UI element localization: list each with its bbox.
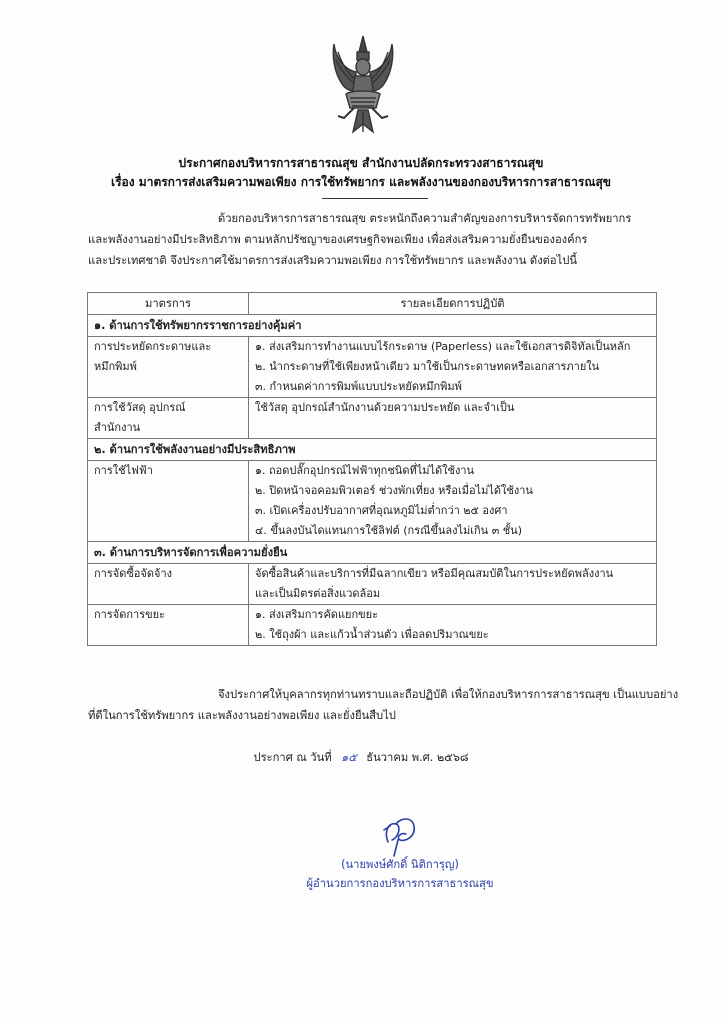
announcement-issuer: ประกาศกองบริหารการสาธารณสุข สำนักงานปลัดกระทรวงสาธารณสุข: [178, 156, 544, 170]
intro-line: และประเทศชาติ จึงประกาศใช้มาตรการส่งเสริมความพอเพียง การใช้ทรัพยากร และพลังงาน ดังต่อไปนี้: [88, 254, 578, 267]
intro-line: ด้วยกองบริหารการสาธารณสุข ตระหนักถึงความสำคัญของการบริหารจัดการทรัพยากร: [218, 212, 632, 225]
closing-line: จึงประกาศให้บุคลากรทุกท่านทราบและถือปฏิบัติ เพื่อให้กองบริหารการสาธารณสุข เป็นแบบอย่าง: [218, 688, 679, 701]
measure-cell: [88, 398, 249, 439]
details-cell: [249, 398, 657, 439]
garuda-emblem-icon: [328, 32, 398, 142]
measure-text: การใช้ไฟฟ้า: [94, 464, 153, 477]
table-row: [88, 398, 657, 439]
detail-item: จัดซื้อสินค้าและบริการที่มีฉลากเขียว หรือมีคุณสมบัติในการประหยัดพลังงาน: [255, 567, 614, 580]
detail-item: ใช้วัสดุ อุปกรณ์สำนักงานด้วยความประหยัด และจำเป็น: [255, 401, 515, 414]
signatory-position: ผู้อำนวยการกองบริหารการสาธารณสุข: [306, 877, 494, 890]
signatory-name: (นายพงษ์ศักดิ์ นิติการุญ): [341, 858, 459, 871]
table-row: [88, 461, 657, 542]
announcement-date: [0, 748, 722, 768]
section-row: [88, 542, 657, 564]
signature-icon: [378, 812, 422, 858]
detail-item: ๔. ขึ้นลงบันไดแทนการใช้ลิฟต์ (กรณีขึ้นลงไม่เกิน ๓ ชั้น): [255, 524, 522, 537]
measure-text: การใช้วัสดุ อุปกรณ์: [94, 401, 186, 414]
table-row: [88, 564, 657, 605]
detail-item: ๒. ปิดหน้าจอคอมพิวเตอร์ ช่วงพักเที่ยง หรือเมื่อไม่ได้ใช้งาน: [255, 484, 533, 497]
measure-text: สำนักงาน: [94, 421, 141, 434]
detail-item: ๑. ส่งเสริมการคัดแยกขยะ: [255, 608, 379, 621]
details-cell: [249, 564, 657, 605]
title-divider: [322, 198, 428, 199]
detail-item: ๒. ใช้ถุงผ้า และแก้วน้ำส่วนตัว เพื่อลดปริมาณขยะ: [255, 628, 489, 641]
measure-cell: [88, 461, 249, 542]
column-header-measure: มาตรการ: [88, 293, 249, 315]
measure-text: หมึกพิมพ์: [94, 360, 137, 373]
detail-item: ๒. นำกระดาษที่ใช้เพียงหน้าเดียว มาใช้เป็นกระดาษทดหรือเอกสารภายใน: [255, 360, 600, 373]
closing-line: ที่ดีในการใช้ทรัพยากร และพลังงานอย่างพอเพียง และยั่งยืนสืบไป: [88, 709, 396, 722]
detail-item: ๓. กำหนดค่าการพิมพ์แบบประหยัดหมึกพิมพ์: [255, 380, 462, 393]
detail-item: ๑. ถอดปลั๊กอุปกรณ์ไฟฟ้าทุกชนิดที่ไม่ได้ใช้งาน: [255, 464, 475, 477]
announcement-subject: เรื่อง มาตรการส่งเสริมความพอเพียง การใช้ทรัพยากร และพลังงานของกองบริหารการสาธารณสุข: [111, 175, 611, 189]
detail-item: ๑. ส่งเสริมการทำงานแบบไร้กระดาษ (Paperless) และใช้เอกสารดิจิทัลเป็นหลัก: [255, 340, 631, 353]
section-row: [88, 439, 657, 461]
details-cell: [249, 337, 657, 398]
measure-text: การจัดการขยะ: [94, 608, 165, 621]
details-cell: [249, 605, 657, 646]
closing-paragraph: [88, 684, 679, 726]
detail-item: และเป็นมิตรต่อสิ่งแวดล้อม: [255, 587, 381, 600]
measure-text: การประหยัดกระดาษและ: [94, 340, 212, 353]
section-row: [88, 315, 657, 337]
details-cell: [249, 461, 657, 542]
measure-cell: [88, 337, 249, 398]
table-row: [88, 337, 657, 398]
date-suffix: ธันวาคม พ.ศ. ๒๕๖๘: [366, 751, 469, 764]
date-prefix: ประกาศ ณ วันที่: [253, 751, 332, 764]
section-title: ๑. ด้านการใช้ทรัพยากรราชการอย่างคุ้มค่า: [88, 315, 657, 337]
section-title: ๓. ด้านการบริหารจัดการเพื่อความยั่งยืน: [88, 542, 657, 564]
column-header-details: รายละเอียดการปฏิบัติ: [249, 293, 657, 315]
detail-item: ๓. เปิดเครื่องปรับอากาศที่อุณหภูมิไม่ต่ำกว่า ๒๕ องศา: [255, 504, 508, 517]
intro-line: และพลังงานอย่างมีประสิทธิภาพ ตามหลักปรัชญาของเศรษฐกิจพอเพียง เพื่อส่งเสริมความยั่งยืนขององค์กร: [88, 233, 588, 246]
table-row: [88, 605, 657, 646]
table-header-row: [88, 293, 657, 315]
section-title: ๒. ด้านการใช้พลังงานอย่างมีประสิทธิภาพ: [88, 439, 657, 461]
date-day-handwritten: ๑๕: [341, 751, 357, 764]
measure-cell: [88, 564, 249, 605]
intro-paragraph: [88, 208, 660, 271]
measures-table: [87, 292, 657, 646]
measure-text: การจัดซื้อจัดจ้าง: [94, 567, 172, 580]
measure-cell: [88, 605, 249, 646]
